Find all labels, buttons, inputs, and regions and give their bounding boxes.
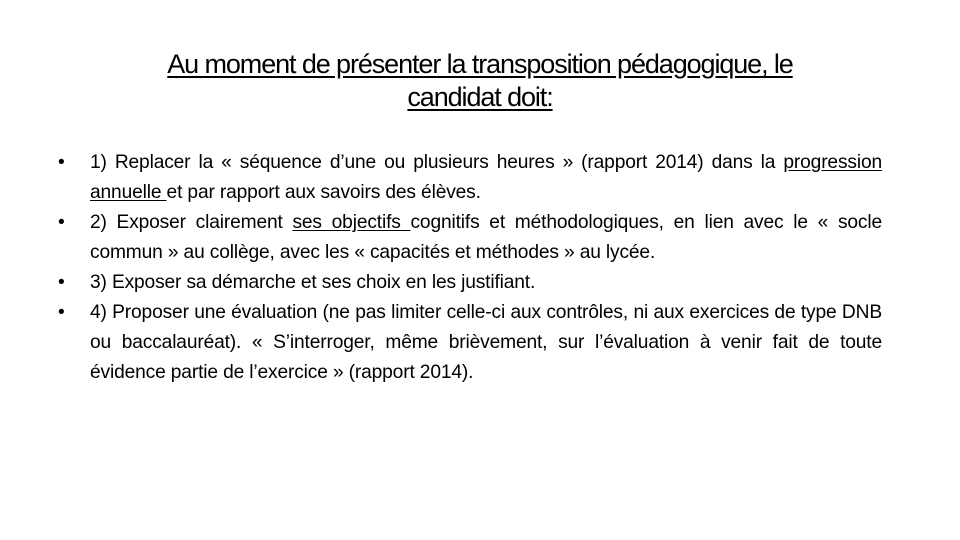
slide-title: [80, 48, 880, 114]
bullet-icon: •: [58, 272, 65, 293]
bullet-icon: •: [58, 212, 65, 233]
bullet-item-3: [58, 268, 882, 298]
bullet-item-2: [58, 208, 882, 268]
bullet-item-1: [58, 148, 882, 208]
bullet-icon: •: [58, 302, 65, 323]
item-3-text: 3) Exposer sa démarche et ses choix en les justifiant.: [90, 272, 536, 293]
item-2-underlined: ses objectifs: [292, 212, 411, 233]
bullet-item-4: [58, 298, 882, 388]
title-line-1: Au moment de présenter la transposition pédagogique, le: [167, 49, 793, 79]
bullet-list: [58, 148, 882, 388]
item-1-text-a: 1) Replacer la « séquence d’une ou plusieurs heures » (rapport 2014) dans la: [90, 152, 784, 173]
item-2-text-b: cognitifs et méthodologiques, en lien avec le « socle commun » au collège, avec les « capacités et méthodes » au lycée.: [90, 212, 883, 263]
item-2-text-a: 2) Exposer clairement: [90, 212, 293, 233]
title-line-2: candidat doit:: [407, 82, 553, 112]
item-1-text-b: et par rapport aux savoirs des élèves.: [166, 182, 481, 203]
bullet-icon: •: [58, 152, 65, 173]
item-1-underlined: progression annuelle: [90, 152, 882, 203]
item-4-text: 4) Proposer une évaluation (ne pas limiter celle-ci aux contrôles, ni aux exercices de type DNB ou baccalauréat). « S’interroger, même brièvement, sur l’évaluation à venir fait de toute évidence partie de l’exercice » (rapport 2014).: [90, 302, 882, 383]
